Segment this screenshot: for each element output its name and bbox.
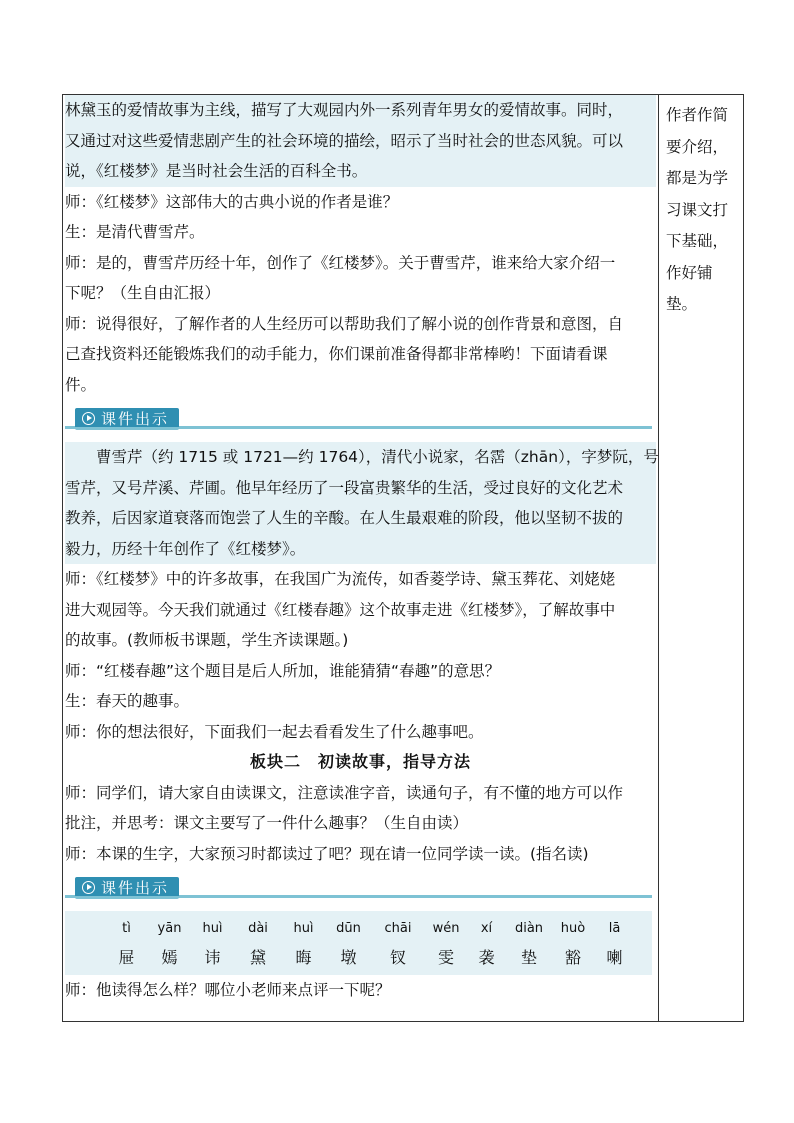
banner-label-box bbox=[75, 877, 179, 899]
pinyin-cell: huò bbox=[560, 921, 586, 936]
character-row bbox=[65, 943, 652, 973]
courseware-banner bbox=[65, 408, 656, 436]
character-cell: 墩 bbox=[340, 948, 357, 967]
character-cell: 袭 bbox=[478, 948, 495, 967]
side-note-line: 下基础， bbox=[666, 232, 729, 250]
intro-line: 又通过对这些爱情悲剧产生的社会环境的描绘，昭示了当时社会的世态风貌。可以 bbox=[65, 131, 624, 150]
section-heading: 板块二 初读故事，指导方法 bbox=[249, 752, 471, 771]
character-cell: 喇 bbox=[606, 948, 623, 967]
pinyin-cell: xí bbox=[480, 921, 493, 936]
intro-line: 说，《红楼梦》是当时社会生活的百科全书。 bbox=[65, 162, 368, 180]
side-note-line: 垫。 bbox=[666, 295, 698, 313]
character-cell: 黛 bbox=[249, 948, 266, 967]
dialogue-block bbox=[65, 187, 656, 401]
pinyin-cell: huì bbox=[293, 921, 314, 936]
pinyin-cell: dūn bbox=[336, 921, 361, 936]
character-cell: 讳 bbox=[204, 948, 221, 967]
closing-line: 师：他读得怎么样？哪位小老师来点评一下呢？ bbox=[65, 981, 391, 999]
pinyin-cell: dài bbox=[248, 921, 268, 936]
dialogue-line: 师：“红楼春趣”这个题目是后人所加，谁能猜猜“春趣”的意思？ bbox=[65, 661, 501, 680]
character-cell: 屉 bbox=[118, 948, 135, 967]
character-cell: 雯 bbox=[437, 948, 454, 967]
dialogue-line: 生：春天的趣事。 bbox=[65, 692, 190, 710]
side-note-line: 作者作简 bbox=[666, 106, 729, 124]
banner-label-box bbox=[75, 408, 179, 430]
bio-line: 教养，后因家道衰落而饱尝了人生的辛酸。在人生最艰难的阶段，他以坚韧不拔的 bbox=[65, 509, 624, 527]
intro-paragraph bbox=[65, 95, 656, 187]
dialogue-line: 师：本课的生字，大家预习时都读过了吧？现在请一位同学读一读。(指名读) bbox=[65, 844, 589, 863]
character-cell: 垫 bbox=[520, 948, 537, 967]
dialogue-line: 师：同学们，请大家自由读课文，注意读准字音，读通句子，有不懂的地方可以作 bbox=[65, 783, 624, 802]
pinyin-cell: tì bbox=[122, 921, 131, 936]
side-note-column bbox=[666, 95, 738, 321]
play-icon bbox=[82, 881, 95, 894]
dialogue-line: 的故事。(教师板书课题，学生齐读课题。) bbox=[65, 631, 349, 649]
bio-line: 毅力，历经十年创作了《红楼梦》。 bbox=[65, 539, 306, 558]
bio-line: 雪芹，又号芹溪、芹圃。他早年经历了一段富贵繁华的生活，受过良好的文化艺术 bbox=[65, 478, 624, 497]
character-cell: 钗 bbox=[389, 948, 406, 967]
column-divider bbox=[658, 95, 659, 1021]
lesson-table bbox=[62, 94, 744, 1022]
side-note-line: 要介绍， bbox=[666, 137, 729, 156]
author-bio bbox=[65, 442, 659, 564]
dialogue-block bbox=[65, 778, 656, 870]
bio-line: 曹雪芹（约 1715 或 1721—约 1764），清代小说家，名霑（zhān），字梦阮，号 bbox=[96, 448, 659, 466]
dialogue-line: 己查找资料还能锻炼我们的动手能力，你们课前准备得都非常棒哟！下面请看课 bbox=[65, 345, 608, 363]
side-note-line: 习课文打 bbox=[666, 200, 729, 219]
dialogue-line: 批注，并思考：课文主要写了一件什么趣事？（生自由读） bbox=[65, 814, 469, 832]
pinyin-cell: huì bbox=[202, 921, 223, 936]
character-cell: 嫣 bbox=[161, 948, 178, 967]
side-note-line: 作好铺 bbox=[666, 263, 713, 282]
dialogue-line: 师：说得很好，了解作者的人生经历可以帮助我们了解小说的创作背景和意图，自 bbox=[65, 314, 624, 333]
character-cell: 晦 bbox=[295, 948, 312, 967]
dialogue-line: 生：是清代曹雪芹。 bbox=[65, 223, 205, 241]
intro-line: 林黛玉的爱情故事为主线，描写了大观园内外一系列青年男女的爱情故事。同时， bbox=[65, 101, 624, 119]
banner-label: 课件出示 bbox=[101, 879, 170, 897]
banner-label: 课件出示 bbox=[101, 410, 170, 428]
pinyin-cell: chāi bbox=[384, 921, 412, 936]
dialogue-line: 师：是的，曹雪芹历经十年，创作了《红楼梦》。关于曹雪芹，谁来给大家介绍一 bbox=[65, 253, 616, 272]
pinyin-row bbox=[65, 915, 652, 943]
pinyin-cell: lā bbox=[608, 921, 621, 936]
dialogue-line: 件。 bbox=[65, 375, 97, 394]
courseware-banner bbox=[65, 877, 656, 905]
dialogue-line: 进大观园等。今天我们就通过《红楼春趣》这个故事走进《红楼梦》，了解故事中 bbox=[65, 600, 616, 619]
character-cell: 豁 bbox=[564, 948, 581, 967]
dialogue-line: 师：《红楼梦》中的许多故事，在我国广为流传，如香菱学诗、黛玉葬花、刘姥姥 bbox=[65, 570, 616, 588]
dialogue-line: 下呢？（生自由汇报） bbox=[65, 284, 221, 302]
pinyin-cell: wén bbox=[432, 921, 460, 936]
dialogue-line: 师：《红楼梦》这部伟大的古典小说的作者是谁？ bbox=[65, 192, 399, 211]
pinyin-cell: yān bbox=[157, 921, 182, 936]
pinyin-cell: diàn bbox=[514, 921, 544, 936]
side-note-line: 都是为学 bbox=[666, 169, 729, 187]
dialogue-line: 师：你的想法很好，下面我们一起去看看发生了什么趣事吧。 bbox=[65, 722, 484, 741]
vocab-table bbox=[65, 911, 652, 975]
play-icon bbox=[82, 412, 95, 425]
main-column bbox=[65, 95, 659, 1006]
dialogue-block bbox=[65, 564, 656, 747]
